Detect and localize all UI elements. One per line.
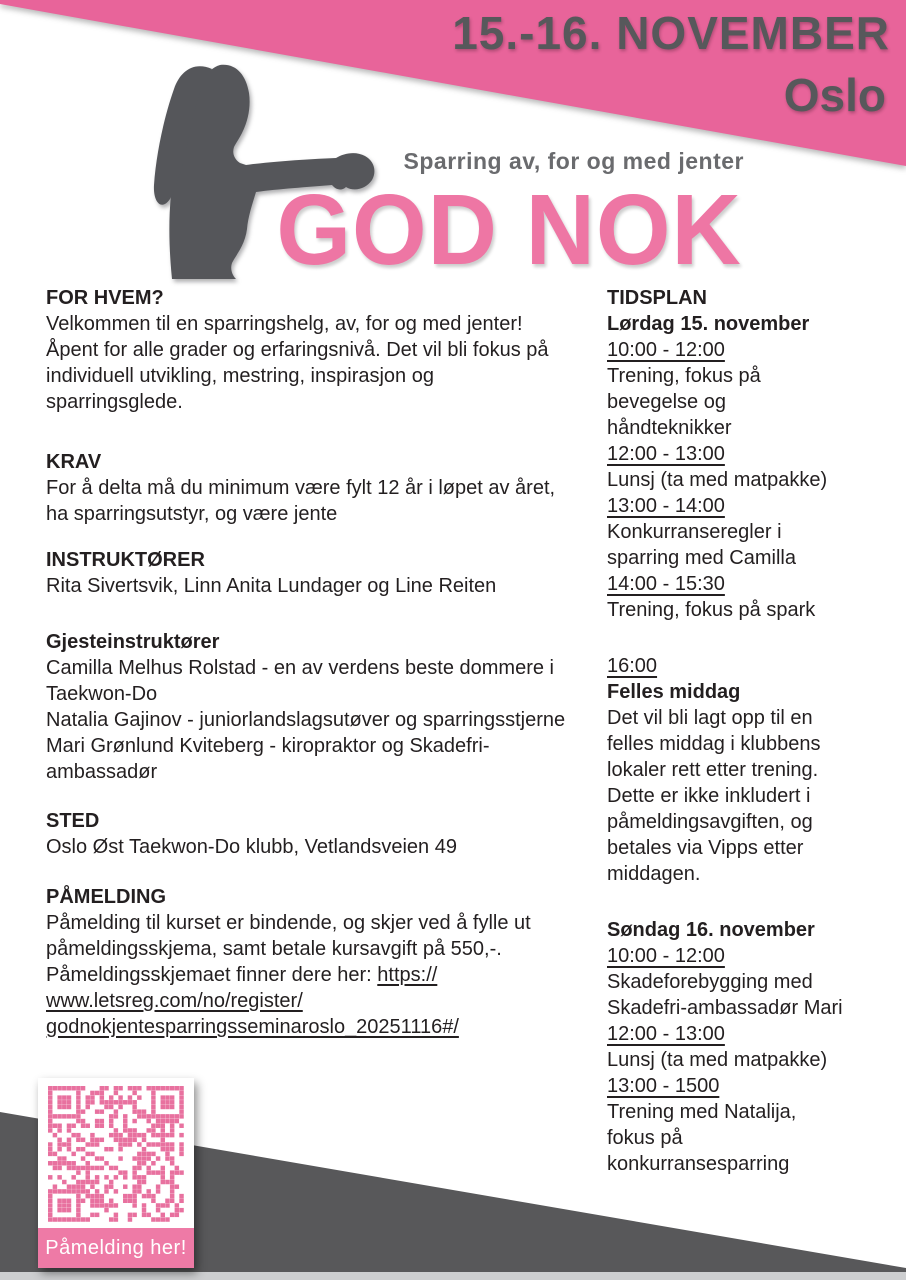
text: Påmelding til kurset er bindende, og skjer ved å fylle ut: [46, 912, 531, 934]
registration-button[interactable]: [38, 1228, 194, 1268]
section-heading: KRAV: [46, 451, 102, 473]
schedule-text: Lunsj (ta med matpakke): [607, 1049, 828, 1071]
schedule-text: lokaler rett etter trening.: [607, 759, 819, 781]
schedule-time: 12:00 - 13:00: [607, 1023, 725, 1045]
section: [46, 547, 591, 599]
text: Oslo Øst Taekwon-Do klubb, Vetlandsveien 49: [46, 836, 457, 858]
left-column: [46, 285, 591, 1040]
schedule-text: påmeldingsavgiften, og: [607, 811, 813, 833]
text-line: [46, 389, 591, 415]
text-line: [46, 501, 591, 527]
text: Natalia Gajinov - juniorlandslagsutøver og sparringsstjerne: [46, 709, 566, 731]
schedule-text: Søndag 16. november: [607, 919, 815, 941]
text-line: [46, 363, 591, 389]
schedule-text: Trening med Natalija,: [607, 1101, 797, 1123]
schedule-text: middagen.: [607, 863, 701, 885]
text: Åpent for alle grader og erfaringsnivå. Det vil bli fokus på: [46, 339, 549, 361]
registration-link[interactable]: https://: [377, 964, 438, 986]
text-line: [46, 733, 591, 759]
text: påmeldingsskjema, samt betale kursavgift på 550,-.: [46, 938, 502, 960]
text-line: [46, 962, 591, 988]
text: ha sparringsutstyr, og være jente: [46, 503, 338, 525]
schedule-time: 13:00 - 1500: [607, 1075, 720, 1097]
text-line: [46, 707, 591, 733]
registration-qr-card: [38, 1078, 194, 1268]
qr-code-icon: [48, 1086, 184, 1222]
schedule-text: Trening, fokus på spark: [607, 599, 816, 621]
text: Camilla Melhus Rolstad - en av verdens beste dommere i: [46, 657, 554, 679]
schedule-text: håndteknikker: [607, 417, 732, 439]
text-line: [46, 337, 591, 363]
schedule-text: Skadefri-ambassadør Mari: [607, 997, 843, 1019]
logo-text: GOD NOK: [276, 174, 742, 286]
text: individuell utvikling, mestring, inspirasjon og: [46, 365, 434, 387]
schedule-time: 10:00 - 12:00: [607, 945, 725, 967]
schedule-text: fokus på: [607, 1127, 683, 1149]
section-heading: Gjesteinstruktører: [46, 631, 220, 653]
schedule-text: felles middag i klubbens: [607, 733, 821, 755]
section-heading: STED: [46, 810, 100, 832]
text: ambassadør: [46, 761, 158, 783]
text-line: [46, 910, 591, 936]
text-line: [46, 1014, 591, 1040]
schedule-time: 13:00 - 14:00: [607, 495, 725, 517]
text: For å delta må du minimum være fylt 12 år i løpet av året,: [46, 477, 556, 499]
registration-link[interactable]: www.letsreg.com/no/register/: [46, 990, 303, 1012]
section: [46, 449, 591, 527]
schedule-text: bevegelse og: [607, 391, 726, 413]
section-heading: FOR HVEM?: [46, 287, 164, 309]
text-line: [46, 681, 591, 707]
schedule-text: betales via Vipps etter: [607, 837, 804, 859]
section: [46, 629, 591, 785]
schedule-text: TIDSPLAN: [607, 287, 707, 309]
text-line: [46, 655, 591, 681]
registration-button-label: Påmelding her!: [45, 1236, 187, 1259]
section-heading: PÅMELDING: [46, 886, 166, 908]
text-line: [46, 573, 591, 599]
qr-wrap: [48, 1086, 184, 1222]
section: [46, 808, 591, 860]
schedule-text: konkurransesparring: [607, 1153, 790, 1175]
spacer: [607, 623, 899, 653]
event-city: Oslo: [783, 69, 886, 121]
schedule-text: Konkurranseregler i: [607, 521, 782, 543]
text: Taekwon-Do: [46, 683, 158, 705]
schedule-time: 16:00: [607, 655, 658, 677]
schedule-text: Dette er ikke inkludert i: [607, 785, 811, 807]
schedule-text: sparring med Camilla: [607, 547, 796, 569]
schedule-time: 12:00 - 13:00: [607, 443, 725, 465]
spacer: [607, 887, 899, 917]
right-column: [607, 285, 899, 1177]
text-line: [46, 311, 591, 337]
schedule-time: 10:00 - 12:00: [607, 339, 725, 361]
text: Rita Sivertsvik, Linn Anita Lundager og Line Reiten: [46, 575, 497, 597]
schedule-text: Skadeforebygging med: [607, 971, 813, 993]
text: sparringsglede.: [46, 391, 183, 413]
tagline: Sparring av, for og med jenter: [403, 148, 744, 174]
schedule-text: Felles middag: [607, 681, 741, 703]
text-line: [46, 759, 591, 785]
text: Påmeldingsskjemaet finner dere her:: [46, 964, 378, 986]
text-line: [46, 988, 591, 1014]
section: [46, 285, 591, 415]
text-line: [46, 834, 591, 860]
event-dates: 15.-16. NOVEMBER: [452, 7, 890, 59]
schedule-text: Lunsj (ta med matpakke): [607, 469, 828, 491]
bottom-edge-strip: [0, 1272, 906, 1280]
section: [46, 884, 591, 1040]
text-line: [46, 936, 591, 962]
section-heading: INSTRUKTØRER: [46, 549, 205, 571]
schedule-text: Det vil bli lagt opp til en: [607, 707, 813, 729]
registration-link[interactable]: godnokjentesparringsseminaroslo_20251116#/: [46, 1016, 459, 1038]
schedule-text: Lørdag 15. november: [607, 313, 810, 335]
text: Mari Grønlund Kviteberg - kiropraktor og Skadefri-: [46, 735, 490, 757]
schedule-time: 14:00 - 15:30: [607, 573, 725, 595]
text: Velkommen til en sparringshelg, av, for og med jenter!: [46, 313, 523, 335]
schedule-text: Trening, fokus på: [607, 365, 761, 387]
text-line: [46, 475, 591, 501]
